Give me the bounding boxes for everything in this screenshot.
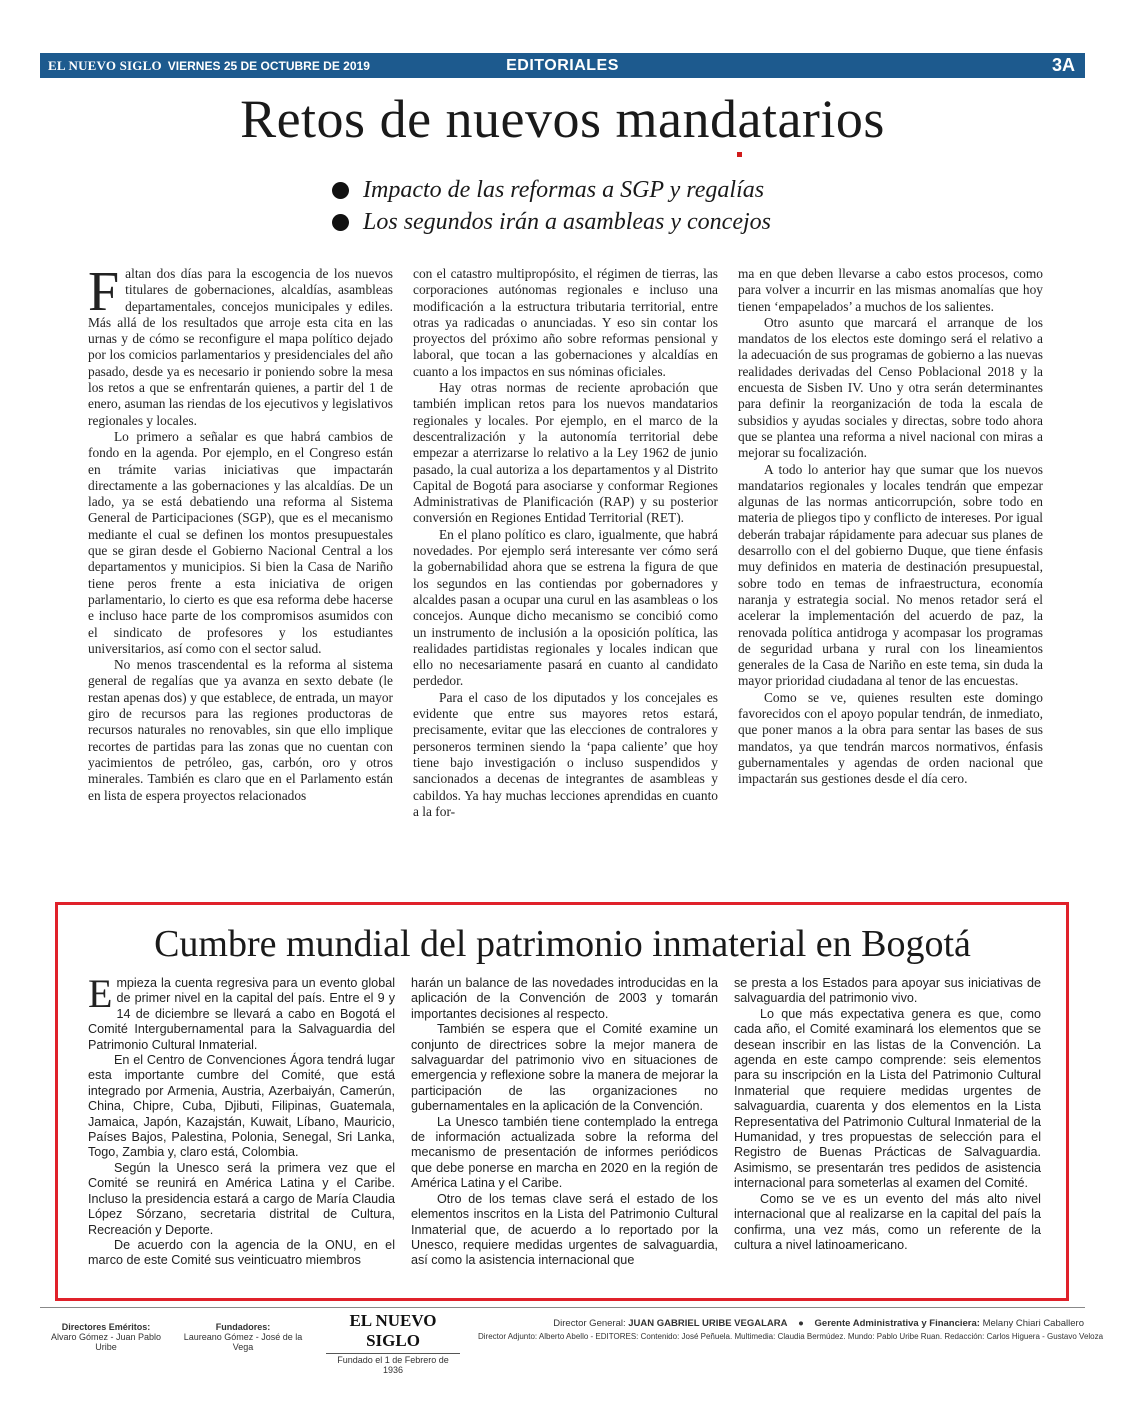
- paragraph: Para el caso de los diputados y los concejales es evidente que entre sus mayores retos estará, precisamente, evitar que las elecciones de contralores y personeros terminen siendo la ‘papa caliente’ que hoy tiene bajo investigación o incluso suspendidos y sancionados a decenas de integrantes de asambleas y cabildos. Ya hay muchas lecciones aprendidas en cuanto a la for-: [413, 689, 718, 819]
- drop-cap: E: [88, 971, 113, 1016]
- manager-label: Gerente Administrativa y Financiera:: [814, 1318, 980, 1329]
- text-column-1: [88, 971, 395, 1269]
- paragraph: A todo lo anterior hay que sumar que los nuevos mandatarios regionales y locales tendrán que empezar algunas de las normas anticorrupción, sobre todo en materia de pliegos tipo y conflicto de intereses. Por igual deberán trabajar rápidamente para adecuar sus planes de desarrollo con el del gobierno Duque, que tiene énfasis muy definidos en materia de destinación presupuestal, sobre todo en temas de infraestructura, economía naranja y estrategia social. No menos retador será el acelerar la implementación del acuerdo de paz, la renovada política antidroga y acompasar los programas de seguridad urbana y rural con los lineamientos generales de la Casa de Nariño en este tema, sin duda la mayor prioridad ciudadana al tenor de las encuestas.: [738, 461, 1043, 689]
- secondary-headline: Cumbre mundial del patrimonio inmaterial en Bogotá: [154, 923, 971, 965]
- manager-name: Melany Chiari Caballero: [982, 1318, 1084, 1329]
- footer-founders: [178, 1322, 308, 1352]
- paragraph-text: altan dos días para la escogencia de los nuevos titulares de gobernaciones, alcaldías, asambleas departamentales, concejos municipales y ediles. Más allá de los resultados que arroje esta cita en las urnas y de cómo se reconfigure el mapa político dejado por los comicios parlamentarios y presidenciales del año pasado, desde ya es necesario ir poniendo sobre la mesa los retos a que se enfrentarán quienes, a partir del 1 de enero, asuman las riendas de los ejecutivos y legislativos regionales y locales.: [88, 266, 393, 428]
- paragraph: Otro de los temas clave será el estado de los elementos inscritos en la Lista del Patrimonio Cultural Inmaterial que, de acuerdo a lo reportado por la Unesco, requiere medidas urgentes de salvaguardia, así como la asistencia internacional que: [411, 1191, 718, 1268]
- paragraph: se presta a los Estados para apoyar sus iniciativas de salvaguardia del patrimonio vivo.: [734, 976, 1041, 1006]
- bullet-text: Impacto de las reformas a SGP y regalías: [363, 176, 765, 203]
- paragraph: Otro asunto que marcará el arranque de los mandatos de los electos este domingo será el relativo a la adecuación de sus programas de gobierno a las nuevas realidades derivadas del Censo Poblacional 2018 y la encuesta de Sisben IV. Uno y otra serán determinantes para definir la reorganización de toda la escala de subsidios y ayudas sociales y directas, sobre todo ahora que se plantea una reforma a nivel nacional con miras a mejorar su focalización.: [738, 314, 1043, 461]
- footer-staff: [478, 1318, 1104, 1341]
- footer-divider: [40, 1307, 1085, 1308]
- subheadline-bullet: [332, 174, 771, 206]
- emeritus-label: Directores Eméritos:: [61, 1322, 151, 1332]
- paragraph: La Unesco también tiene contemplado la entrega de información actualizada sobre la reforma del mecanismo de presentación de informes periódicos que debe ponerse en marcha en 2020 en la región de América Latina y el Caribe.: [411, 1114, 718, 1191]
- footer-logo: EL NUEVO SIGLO: [349, 1311, 437, 1350]
- separator-dot-icon: ●: [798, 1318, 804, 1329]
- masthead: EL NUEVO SIGLO: [48, 57, 162, 73]
- paragraph: Lo primero a señalar es que habrá cambios de fondo en la agenda. Por ejemplo, en el Congreso están en trámite varias iniciativas que impactarán directamente a las gobernaciones y las alcaldías. De un lado, ya se está debatiendo una reforma al Sistema General de Participaciones (SGP), que es el mecanismo mediante el cual se definen los montos presupuestales que se giran desde el Gobierno Nacional Central a los departamentos y municipios. Si bien la Casa de Nariño tiene peros frente a esta iniciativa de origen parlamentario, lo cierto es que esa reforma debe hacerse e incluso hace parte de los compromisos asumidos con el sindicato de profesores y los estudiantes universitarios, así como con el sector salud.: [88, 428, 393, 656]
- text-column-2: [413, 266, 718, 820]
- footer-editors-line: Director Adjunto: Alberto Abello - EDITORES: Contenido: José Peñuela. Multimedia: Claudia Bermúdez. Mundo: Pablo Uribe Ruan. Redacción: Carlos Higuera - Gustavo Veloza: [478, 1332, 1104, 1341]
- text-column-2: [411, 976, 718, 1269]
- paragraph: En el Centro de Convenciones Ágora tendrá lugar esta importante cumbre del Comité, que está integrado por Armenia, Austria, Azerbaiyán, Camerún, China, Chipre, Cuba, Djibuti, Filipinas, Guatemala, Jamaica, Japón, Kazajstán, Kuwait, Líbano, Mauricio, Países Bajos, Palestina, Polonia, Senegal, Sri Lanka, Togo, Zambia y, claro está, Colombia.: [88, 1053, 395, 1160]
- founded-date: Fundado el 1 de Febrero de 1936: [326, 1353, 460, 1375]
- section-title: EDITORIALES: [506, 56, 619, 74]
- subheadline-bullets: [332, 174, 771, 238]
- text-column-3: [734, 976, 1041, 1269]
- paragraph-text: mpieza la cuenta regresiva para un evento global de primer nivel en la capital del país. Entre el 9 y 14 de diciembre se llevará a cabo en Bogotá el Comité Intergubernamental para la Salvaguardia del Patrimonio Cultural Inmaterial.: [88, 976, 395, 1052]
- footer-brand-block: [326, 1311, 460, 1375]
- secondary-editorial-body: [88, 971, 1041, 1269]
- paragraph: Como se ve es un evento del más alto nivel internacional que al realizarse en la capital del país la confirma, una vez más, como un referente de la cultura a nivel latinoamericano.: [734, 1191, 1041, 1252]
- footer-directors-line: [478, 1318, 1084, 1329]
- bullet-dot-icon: [332, 182, 349, 199]
- issue-date: VIERNES 25 DE OCTUBRE DE 2019: [167, 58, 370, 73]
- paragraph: ma en que deben llevarse a cabo estos procesos, como para volver a incurrir en las mismas anomalías que hoy tienen ‘empapelados’ a muchos de los salientes.: [738, 266, 1043, 314]
- red-accent-dot: [737, 152, 742, 157]
- paragraph: No menos trascendental es la reforma al sistema general de regalías que ya avanza en sexto debate (le restan apenas dos) y que establece, de entrada, un mayor giro de recursos para las regiones productoras de recursos naturales no renovables, sin que ello implique recortes de partidas para las zonas que no cuentan con yacimientos de petróleo, gas, carbón, oro y otros minerales. También es claro que en el Parlamento están en lista de espera proyectos relacionados: [88, 657, 393, 803]
- founders-names: Laureano Gómez - José de la Vega: [183, 1332, 303, 1352]
- page-number: 3A: [1051, 55, 1075, 75]
- text-column-1: [88, 261, 393, 820]
- subheadline-bullet: [332, 206, 771, 238]
- paragraph: harán un balance de las novedades introducidas en la aplicación de la Convención de 2003 y tomarán importantes decisiones al respecto.: [411, 976, 718, 1021]
- director-name: JUAN GABRIEL URIBE VEGALARA: [628, 1318, 788, 1329]
- founders-label: Fundadores:: [215, 1322, 271, 1332]
- paragraph: En el plano político es claro, igualmente, que habrá novedades. Por ejemplo será interesante ver cómo será la gobernabilidad ahora que se estrena la figura de que los segundos en las contiendas por gobernadores y alcaldes pasan a ocupar una curul en las asambleas o los concejos. Aunque dicho mecanismo se concibió como un instrumento de inclusión a la oposición política, las realidades partidistas regionales y locales indican que ello no necesariamente pasará en cuanto al candidato perdedor.: [413, 526, 718, 689]
- paragraph: Según la Unesco será la primera vez que el Comité se reunirá en América Latina y el Caribe. Incluso la presidencia estará a cargo de María Claudia López Sórzano, secretaria distrital de Cultura, Recreación y Deporte.: [88, 1160, 395, 1237]
- bullet-text: Los segundos irán a asambleas y concejos: [363, 208, 771, 235]
- bullet-dot-icon: [332, 214, 349, 231]
- main-headline: Retos de nuevos mandatarios: [240, 89, 885, 149]
- top-bar: [40, 53, 1085, 78]
- paragraph: De acuerdo con la agencia de la ONU, en el marco de este Comité sus veinticuatro miembros: [88, 1237, 395, 1268]
- paragraph: También se espera que el Comité examine un conjunto de directrices sobre la mejor manera de salvaguardar del patrimonio vivo en situaciones de emergencia y reflexione sobre la manera de mejorar la participación de las organizaciones no gubernamentales en la aplicación de la Convención.: [411, 1022, 718, 1114]
- editorial-body: [88, 261, 1043, 820]
- paragraph: [88, 261, 393, 429]
- paragraph: Como se ve, quienes resulten este domingo favorecidos con el apoyo popular tendrán, de inmediato, que poner manos a la obra para sentar las bases de sus mandatos, ya que tendrán marcos normativos, énfasis gubernamentales y agendas de orden nacional que impactarán sus gestiones desde el día cero.: [738, 689, 1043, 787]
- paragraph: con el catastro multipropósito, el régimen de tierras, las corporaciones autónomas regionales e incluso una modificación a la estructura tributaria territorial, entre otras ya radicadas o anunciadas. Y eso sin contar los proyectos del próximo año sobre reformas pensional y laboral, que tocan a las gobernaciones y alcaldías en cuanto a los impactos en sus nóminas oficiales.: [413, 266, 718, 379]
- paragraph: [88, 971, 395, 1053]
- text-column-3: [738, 266, 1043, 820]
- footer-emeritus: [46, 1322, 166, 1352]
- paragraph: Lo que más expectativa genera es que, como cada año, el Comité examinará los elementos que se desean inscribir en las listas de la Convención. La agenda en este campo comprende: seis elementos para su inscripción en la Lista del Patrimonio Cultural Inmaterial que requiere medidas urgentes de salvaguardia, cuarenta y dos elementos en la Lista Representativa del Patrimonio Cultural Inmaterial de la Humanidad, y tres propuestas de selección para el Registro de Buenas Prácticas de Salvaguardia. Asimismo, se presentarán tres pedidos de asistencia internacional para someterlas al examen del Comité.: [734, 1006, 1041, 1191]
- drop-cap: F: [88, 261, 120, 323]
- emeritus-names: Alvaro Gómez - Juan Pablo Uribe: [50, 1332, 162, 1352]
- director-label: Director General:: [553, 1318, 626, 1329]
- paragraph: Hay otras normas de reciente aprobación que también implican retos para los nuevos mandatarios regionales y locales. Por ejemplo, en el marco de la descentralización y la autonomía territorial debe empezar a aterrizarse lo relativo a la Ley 1962 de junio pasado, la cual autoriza a los departamentos y al Distrito Capital de Bogotá para asociarse y conformar Regiones Administrativas de Planificación (RAP) y su posterior conversión en Regiones Entidad Territorial (RET).: [413, 380, 718, 526]
